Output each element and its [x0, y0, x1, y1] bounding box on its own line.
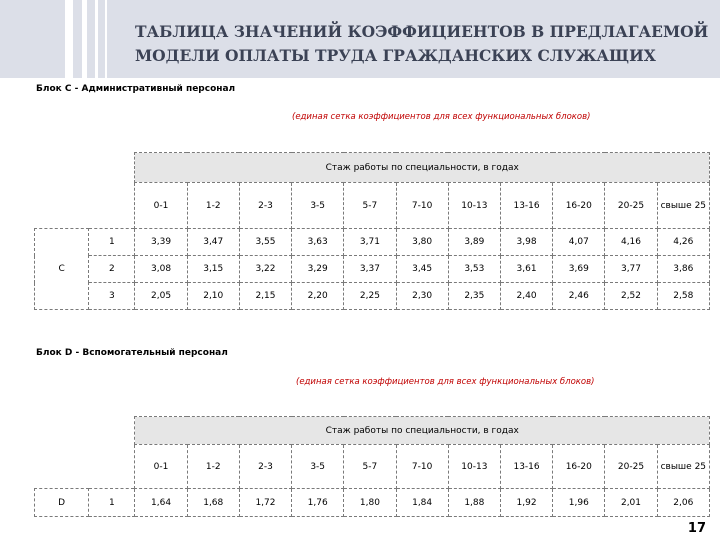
column-header: 10-13	[448, 445, 500, 489]
value-cell: 3,45	[396, 256, 448, 283]
table-row	[35, 229, 710, 256]
column-header: 16-20	[553, 183, 605, 229]
decor-bar	[65, 0, 73, 78]
value-cell: 3,22	[239, 256, 291, 283]
value-cell: 1,92	[500, 489, 552, 517]
value-cell: 2,46	[553, 283, 605, 310]
value-cell: 2,01	[605, 489, 657, 517]
group-label: С	[35, 229, 89, 310]
value-cell: 2,20	[292, 283, 344, 310]
table-row	[35, 489, 710, 517]
value-cell: 3,69	[553, 256, 605, 283]
value-cell: 3,37	[344, 256, 396, 283]
value-cell: 3,08	[135, 256, 187, 283]
value-cell: 2,40	[500, 283, 552, 310]
block-d-table	[34, 416, 710, 517]
decor-bar	[105, 0, 107, 78]
value-cell: 3,71	[344, 229, 396, 256]
column-header: 13-16	[500, 445, 552, 489]
experience-header: Стаж работы по специальности, в годах	[135, 417, 710, 445]
value-cell: 3,63	[292, 229, 344, 256]
value-cell: 3,47	[187, 229, 239, 256]
group-label: D	[35, 489, 89, 517]
column-header: 5-7	[344, 183, 396, 229]
decor-bar	[95, 0, 98, 78]
block-d-heading: Блок D - Вспомогательный персонал	[36, 348, 228, 358]
value-cell: 1,80	[344, 489, 396, 517]
value-cell: 2,05	[135, 283, 187, 310]
value-cell: 3,15	[187, 256, 239, 283]
block-c-heading: Блок С - Административный персонал	[36, 84, 236, 94]
column-header: 20-25	[605, 183, 657, 229]
value-cell: 1,68	[187, 489, 239, 517]
block-c-note: (единая сетка коэффициентов для всех функциональных блоков)	[292, 112, 591, 122]
value-cell: 1,76	[292, 489, 344, 517]
grade-cell: 1	[89, 489, 135, 517]
column-header: 13-16	[500, 183, 552, 229]
value-cell: 2,15	[239, 283, 291, 310]
column-header: 1-2	[187, 445, 239, 489]
column-header: свыше 25	[657, 445, 709, 489]
column-header: 2-3	[239, 183, 291, 229]
grade-cell: 1	[89, 229, 135, 256]
value-cell: 2,58	[657, 283, 709, 310]
value-cell: 2,30	[396, 283, 448, 310]
value-cell: 1,64	[135, 489, 187, 517]
column-header: 0-1	[135, 445, 187, 489]
value-cell: 4,26	[657, 229, 709, 256]
column-header: 3-5	[292, 183, 344, 229]
page-number: 17	[687, 521, 706, 536]
column-header: 3-5	[292, 445, 344, 489]
value-cell: 1,84	[396, 489, 448, 517]
decor-bar	[82, 0, 87, 78]
value-cell: 3,89	[448, 229, 500, 256]
value-cell: 2,10	[187, 283, 239, 310]
column-header: 7-10	[396, 183, 448, 229]
value-cell: 2,52	[605, 283, 657, 310]
page-title	[135, 20, 715, 68]
block-d-note: (единая сетка коэффициентов для всех функциональных блоков)	[296, 377, 595, 387]
column-header: 7-10	[396, 445, 448, 489]
value-cell: 4,07	[553, 229, 605, 256]
column-header: 0-1	[135, 183, 187, 229]
column-header: свыше 25	[657, 183, 709, 229]
value-cell: 2,06	[657, 489, 709, 517]
value-cell: 3,55	[239, 229, 291, 256]
value-cell: 1,72	[239, 489, 291, 517]
column-header: 16-20	[553, 445, 605, 489]
value-cell: 3,98	[500, 229, 552, 256]
value-cell: 2,35	[448, 283, 500, 310]
table-row	[35, 283, 710, 310]
column-header: 1-2	[187, 183, 239, 229]
value-cell: 3,29	[292, 256, 344, 283]
title-line-1: ТАБЛИЦА ЗНАЧЕНИЙ КОЭФФИЦИЕНТОВ В ПРЕДЛАГАЕМОЙ	[135, 22, 709, 41]
title-banner	[0, 0, 720, 78]
value-cell: 3,86	[657, 256, 709, 283]
value-cell: 4,16	[605, 229, 657, 256]
value-cell: 2,25	[344, 283, 396, 310]
column-header: 2-3	[239, 445, 291, 489]
value-cell: 1,88	[448, 489, 500, 517]
column-header: 5-7	[344, 445, 396, 489]
value-cell: 3,80	[396, 229, 448, 256]
grade-cell: 3	[89, 283, 135, 310]
value-cell: 3,53	[448, 256, 500, 283]
column-header: 10-13	[448, 183, 500, 229]
title-line-2: МОДЕЛИ ОПЛАТЫ ТРУДА ГРАЖДАНСКИХ СЛУЖАЩИХ	[135, 46, 656, 65]
value-cell: 3,39	[135, 229, 187, 256]
experience-header: Стаж работы по специальности, в годах	[135, 153, 710, 183]
grade-cell: 2	[89, 256, 135, 283]
value-cell: 3,61	[500, 256, 552, 283]
value-cell: 1,96	[553, 489, 605, 517]
value-cell: 3,77	[605, 256, 657, 283]
table-row	[35, 256, 710, 283]
block-c-table	[34, 152, 710, 310]
column-header: 20-25	[605, 445, 657, 489]
